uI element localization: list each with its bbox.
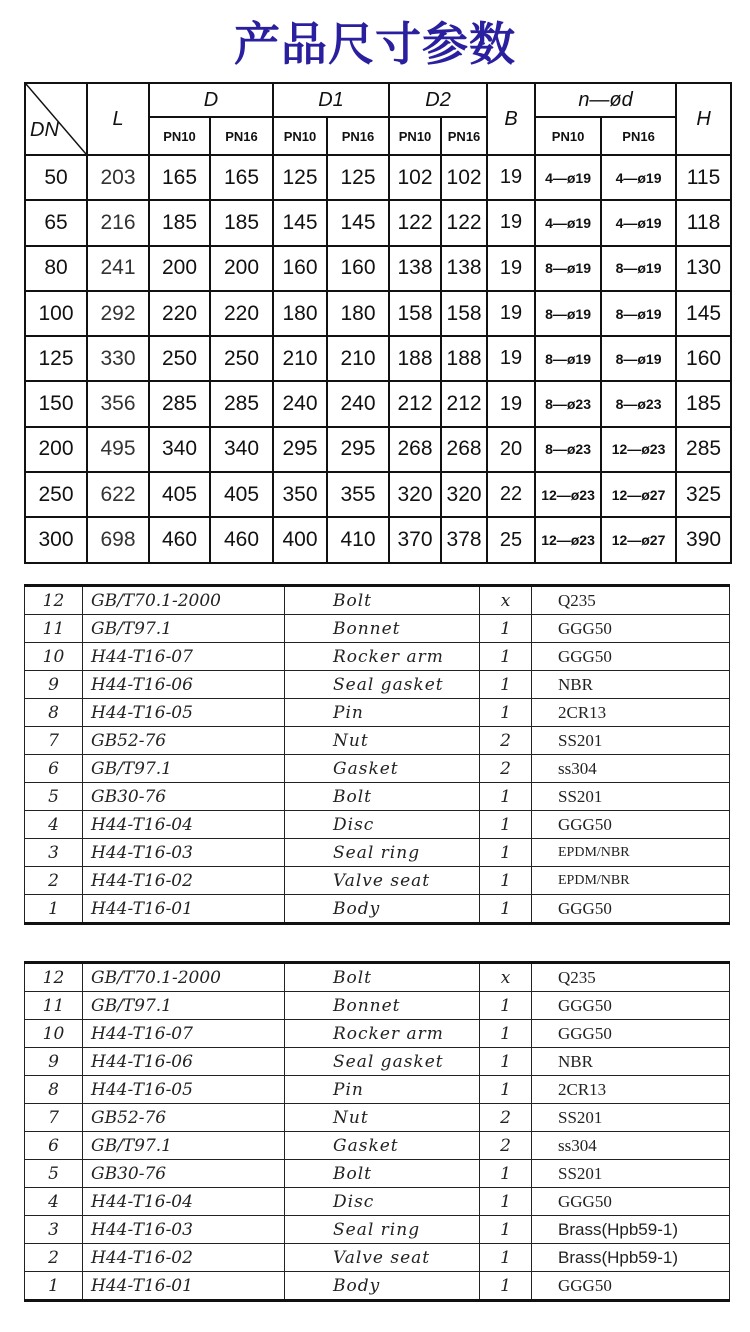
cell-nd-pn16: 12—ø23 <box>601 427 676 472</box>
header-B: B <box>487 83 535 155</box>
cell-d-pn10: 200 <box>149 246 210 291</box>
cell-nd-pn10: 8—ø19 <box>535 336 601 381</box>
part-code: H44-T16-05 <box>83 1076 285 1104</box>
parts-row <box>25 811 730 839</box>
part-material: GGG50 <box>532 1020 730 1048</box>
cell-nd-pn10: 4—ø19 <box>535 200 601 245</box>
part-qty: x <box>480 586 532 615</box>
part-number: 7 <box>25 1104 83 1132</box>
part-name: Bolt <box>285 586 480 615</box>
cell-d1-pn10: 400 <box>273 517 327 562</box>
cell-nd-pn16: 12—ø27 <box>601 472 676 517</box>
cell-dn: 100 <box>25 291 87 336</box>
cell-d2-pn10: 188 <box>389 336 441 381</box>
part-qty: 2 <box>480 727 532 755</box>
part-code: H44-T16-05 <box>83 699 285 727</box>
parts-row <box>25 895 730 924</box>
parts-row <box>25 643 730 671</box>
cell-d-pn10: 460 <box>149 517 210 562</box>
cell-d2-pn16: 138 <box>441 246 487 291</box>
part-name: Bolt <box>285 1160 480 1188</box>
cell-d2-pn16: 268 <box>441 427 487 472</box>
cell-b: 19 <box>487 336 535 381</box>
part-number: 8 <box>25 1076 83 1104</box>
parts-row <box>25 783 730 811</box>
part-qty: 2 <box>480 755 532 783</box>
part-qty: 1 <box>480 1160 532 1188</box>
cell-nd-pn16: 8—ø23 <box>601 381 676 426</box>
part-number: 12 <box>25 586 83 615</box>
cell-d2-pn10: 212 <box>389 381 441 426</box>
cell-dn: 150 <box>25 381 87 426</box>
part-code: GB/T97.1 <box>83 615 285 643</box>
cell-d2-pn16: 158 <box>441 291 487 336</box>
part-name: Seal gasket <box>285 1048 480 1076</box>
part-material: 2CR13 <box>532 699 730 727</box>
part-number: 4 <box>25 1188 83 1216</box>
part-code: H44-T16-06 <box>83 671 285 699</box>
part-name: Valve seat <box>285 1244 480 1272</box>
part-code: H44-T16-04 <box>83 1188 285 1216</box>
cell-b: 19 <box>487 155 535 200</box>
cell-dn: 250 <box>25 472 87 517</box>
cell-l: 698 <box>87 517 149 562</box>
dimension-row <box>25 336 731 381</box>
part-code: GB30-76 <box>83 1160 285 1188</box>
cell-dn: 125 <box>25 336 87 381</box>
cell-d2-pn16: 122 <box>441 200 487 245</box>
part-qty: 1 <box>480 1076 532 1104</box>
cell-l: 356 <box>87 381 149 426</box>
part-number: 2 <box>25 867 83 895</box>
part-qty: 1 <box>480 699 532 727</box>
cell-b: 22 <box>487 472 535 517</box>
part-code: GB52-76 <box>83 727 285 755</box>
part-name: Seal gasket <box>285 671 480 699</box>
cell-h: 118 <box>676 200 731 245</box>
part-name: Pin <box>285 699 480 727</box>
part-qty: 1 <box>480 895 532 924</box>
part-material: GGG50 <box>532 615 730 643</box>
part-number: 1 <box>25 1272 83 1301</box>
cell-b: 19 <box>487 200 535 245</box>
part-material: GGG50 <box>532 1188 730 1216</box>
part-qty: 1 <box>480 783 532 811</box>
part-number: 9 <box>25 1048 83 1076</box>
cell-l: 495 <box>87 427 149 472</box>
parts-row <box>25 1188 730 1216</box>
cell-d1-pn16: 145 <box>327 200 389 245</box>
part-code: GB52-76 <box>83 1104 285 1132</box>
cell-nd-pn10: 12—ø23 <box>535 517 601 562</box>
part-material: ss304 <box>532 1132 730 1160</box>
cell-l: 216 <box>87 200 149 245</box>
cell-d1-pn10: 350 <box>273 472 327 517</box>
cell-nd-pn10: 8—ø23 <box>535 427 601 472</box>
part-qty: 1 <box>480 1048 532 1076</box>
parts-row <box>25 1076 730 1104</box>
dimension-row <box>25 517 731 562</box>
header-D1-pn16: PN16 <box>327 117 389 155</box>
part-name: Bonnet <box>285 992 480 1020</box>
cell-d2-pn16: 102 <box>441 155 487 200</box>
header-D1-pn10: PN10 <box>273 117 327 155</box>
part-number: 3 <box>25 839 83 867</box>
part-material: SS201 <box>532 1104 730 1132</box>
cell-b: 19 <box>487 291 535 336</box>
part-name: Rocker arm <box>285 1020 480 1048</box>
part-name: Seal ring <box>285 1216 480 1244</box>
cell-d2-pn10: 122 <box>389 200 441 245</box>
cell-d1-pn10: 180 <box>273 291 327 336</box>
cell-d1-pn16: 160 <box>327 246 389 291</box>
cell-d2-pn10: 158 <box>389 291 441 336</box>
cell-nd-pn16: 4—ø19 <box>601 200 676 245</box>
part-qty: 1 <box>480 643 532 671</box>
part-material: EPDM/NBR <box>532 867 730 895</box>
dn-corner-header <box>25 83 87 155</box>
cell-dn: 200 <box>25 427 87 472</box>
part-qty: 1 <box>480 1272 532 1301</box>
part-qty: 2 <box>480 1104 532 1132</box>
part-number: 7 <box>25 727 83 755</box>
part-name: Nut <box>285 1104 480 1132</box>
part-code: H44-T16-03 <box>83 1216 285 1244</box>
cell-d1-pn16: 240 <box>327 381 389 426</box>
dimension-row <box>25 427 731 472</box>
parts-row <box>25 699 730 727</box>
part-material: SS201 <box>532 727 730 755</box>
cell-d1-pn16: 210 <box>327 336 389 381</box>
part-code: GB30-76 <box>83 783 285 811</box>
cell-d-pn10: 220 <box>149 291 210 336</box>
cell-d-pn10: 405 <box>149 472 210 517</box>
parts-row <box>25 586 730 615</box>
part-material: GGG50 <box>532 895 730 924</box>
cell-nd-pn10: 4—ø19 <box>535 155 601 200</box>
header-D-pn16: PN16 <box>210 117 273 155</box>
cell-d-pn10: 340 <box>149 427 210 472</box>
part-name: Gasket <box>285 755 480 783</box>
cell-l: 330 <box>87 336 149 381</box>
part-number: 10 <box>25 1020 83 1048</box>
parts-row <box>25 1020 730 1048</box>
cell-d-pn16: 200 <box>210 246 273 291</box>
part-number: 8 <box>25 699 83 727</box>
cell-nd-pn10: 8—ø19 <box>535 246 601 291</box>
part-qty: 1 <box>480 615 532 643</box>
cell-d1-pn16: 180 <box>327 291 389 336</box>
cell-d-pn16: 250 <box>210 336 273 381</box>
part-name: Disc <box>285 1188 480 1216</box>
cell-h: 115 <box>676 155 731 200</box>
cell-d1-pn10: 145 <box>273 200 327 245</box>
cell-d2-pn16: 188 <box>441 336 487 381</box>
header-nd-pn16: PN16 <box>601 117 676 155</box>
part-name: Rocker arm <box>285 643 480 671</box>
dimension-row <box>25 155 731 200</box>
cell-dn: 80 <box>25 246 87 291</box>
part-name: Bolt <box>285 963 480 992</box>
header-nd: n—ød <box>535 83 676 117</box>
dimension-row <box>25 200 731 245</box>
part-number: 6 <box>25 1132 83 1160</box>
header-D-pn10: PN10 <box>149 117 210 155</box>
cell-b: 19 <box>487 381 535 426</box>
header-D2: D2 <box>389 83 487 117</box>
cell-h: 145 <box>676 291 731 336</box>
part-name: Nut <box>285 727 480 755</box>
part-code: H44-T16-01 <box>83 895 285 924</box>
part-material: SS201 <box>532 1160 730 1188</box>
cell-d-pn10: 285 <box>149 381 210 426</box>
header-D2-pn10: PN10 <box>389 117 441 155</box>
cell-d1-pn16: 295 <box>327 427 389 472</box>
part-code: GB/T70.1-2000 <box>83 586 285 615</box>
parts-row <box>25 963 730 992</box>
header-D: D <box>149 83 273 117</box>
part-number: 11 <box>25 992 83 1020</box>
cell-nd-pn10: 12—ø23 <box>535 472 601 517</box>
part-code: H44-T16-04 <box>83 811 285 839</box>
part-number: 3 <box>25 1216 83 1244</box>
cell-d1-pn10: 160 <box>273 246 327 291</box>
part-code: H44-T16-02 <box>83 1244 285 1272</box>
cell-b: 25 <box>487 517 535 562</box>
cell-l: 622 <box>87 472 149 517</box>
cell-d2-pn10: 268 <box>389 427 441 472</box>
part-number: 11 <box>25 615 83 643</box>
dimension-row <box>25 291 731 336</box>
part-material: Q235 <box>532 963 730 992</box>
cell-d-pn10: 250 <box>149 336 210 381</box>
dimension-row <box>25 472 731 517</box>
parts-row <box>25 755 730 783</box>
part-material: Brass(Hpb59-1) <box>532 1244 730 1272</box>
parts-row <box>25 1272 730 1301</box>
cell-nd-pn16: 8—ø19 <box>601 291 676 336</box>
cell-d2-pn10: 102 <box>389 155 441 200</box>
part-name: Disc <box>285 811 480 839</box>
part-material: GGG50 <box>532 1272 730 1301</box>
dimension-row <box>25 246 731 291</box>
parts-row <box>25 1132 730 1160</box>
cell-d2-pn16: 320 <box>441 472 487 517</box>
part-material: NBR <box>532 671 730 699</box>
cell-h: 325 <box>676 472 731 517</box>
cell-d-pn16: 405 <box>210 472 273 517</box>
cell-d2-pn16: 378 <box>441 517 487 562</box>
part-qty: 1 <box>480 1216 532 1244</box>
part-material: SS201 <box>532 783 730 811</box>
cell-d1-pn16: 410 <box>327 517 389 562</box>
part-material: EPDM/NBR <box>532 839 730 867</box>
part-qty: 1 <box>480 839 532 867</box>
parts-row <box>25 1160 730 1188</box>
part-code: H44-T16-07 <box>83 1020 285 1048</box>
cell-h: 390 <box>676 517 731 562</box>
part-name: Seal ring <box>285 839 480 867</box>
cell-d-pn16: 220 <box>210 291 273 336</box>
part-material: Q235 <box>532 586 730 615</box>
part-material: Brass(Hpb59-1) <box>532 1216 730 1244</box>
cell-d-pn10: 185 <box>149 200 210 245</box>
cell-nd-pn16: 12—ø27 <box>601 517 676 562</box>
cell-d1-pn16: 355 <box>327 472 389 517</box>
cell-d-pn16: 165 <box>210 155 273 200</box>
header-D1: D1 <box>273 83 389 117</box>
part-name: Bolt <box>285 783 480 811</box>
cell-nd-pn10: 8—ø23 <box>535 381 601 426</box>
cell-l: 292 <box>87 291 149 336</box>
parts-row <box>25 867 730 895</box>
part-qty: 1 <box>480 671 532 699</box>
cell-d2-pn16: 212 <box>441 381 487 426</box>
part-number: 5 <box>25 1160 83 1188</box>
part-code: GB/T70.1-2000 <box>83 963 285 992</box>
parts-row <box>25 1216 730 1244</box>
part-code: H44-T16-07 <box>83 643 285 671</box>
part-qty: 2 <box>480 1132 532 1160</box>
cell-dn: 300 <box>25 517 87 562</box>
part-name: Body <box>285 1272 480 1301</box>
parts-list-epdm <box>24 584 730 925</box>
header-D2-pn16: PN16 <box>441 117 487 155</box>
cell-d-pn16: 340 <box>210 427 273 472</box>
cell-l: 241 <box>87 246 149 291</box>
part-code: H44-T16-03 <box>83 839 285 867</box>
cell-d1-pn10: 240 <box>273 381 327 426</box>
part-number: 4 <box>25 811 83 839</box>
cell-d2-pn10: 320 <box>389 472 441 517</box>
part-qty: 1 <box>480 811 532 839</box>
part-material: NBR <box>532 1048 730 1076</box>
cell-nd-pn10: 8—ø19 <box>535 291 601 336</box>
parts-list-brass <box>24 961 730 1302</box>
part-code: GB/T97.1 <box>83 1132 285 1160</box>
cell-b: 19 <box>487 246 535 291</box>
part-qty: 1 <box>480 1244 532 1272</box>
part-name: Pin <box>285 1076 480 1104</box>
cell-d-pn16: 285 <box>210 381 273 426</box>
part-code: GB/T97.1 <box>83 992 285 1020</box>
parts-row <box>25 1244 730 1272</box>
part-qty: 1 <box>480 1188 532 1216</box>
part-number: 5 <box>25 783 83 811</box>
cell-h: 160 <box>676 336 731 381</box>
dimension-row <box>25 381 731 426</box>
part-number: 1 <box>25 895 83 924</box>
parts-row <box>25 839 730 867</box>
header-dn: DN <box>30 119 59 141</box>
part-number: 9 <box>25 671 83 699</box>
part-number: 6 <box>25 755 83 783</box>
part-material: GGG50 <box>532 811 730 839</box>
part-qty: 1 <box>480 1020 532 1048</box>
parts-row <box>25 615 730 643</box>
part-material: ss304 <box>532 755 730 783</box>
part-material: GGG50 <box>532 992 730 1020</box>
cell-d1-pn16: 125 <box>327 155 389 200</box>
header-H: H <box>676 83 731 155</box>
cell-h: 130 <box>676 246 731 291</box>
page-title: 产品尺寸参数 <box>234 17 516 71</box>
parts-row <box>25 727 730 755</box>
cell-h: 185 <box>676 381 731 426</box>
part-number: 2 <box>25 1244 83 1272</box>
cell-d-pn10: 165 <box>149 155 210 200</box>
cell-nd-pn16: 8—ø19 <box>601 246 676 291</box>
part-qty: x <box>480 963 532 992</box>
cell-d1-pn10: 125 <box>273 155 327 200</box>
header-L: L <box>87 83 149 155</box>
part-number: 12 <box>25 963 83 992</box>
part-name: Valve seat <box>285 867 480 895</box>
cell-h: 285 <box>676 427 731 472</box>
header-nd-pn10: PN10 <box>535 117 601 155</box>
part-code: H44-T16-06 <box>83 1048 285 1076</box>
part-material: GGG50 <box>532 643 730 671</box>
parts-row <box>25 671 730 699</box>
parts-row <box>25 1104 730 1132</box>
dimension-table <box>24 82 732 564</box>
cell-nd-pn16: 8—ø19 <box>601 336 676 381</box>
cell-dn: 50 <box>25 155 87 200</box>
parts-row <box>25 1048 730 1076</box>
part-name: Gasket <box>285 1132 480 1160</box>
cell-dn: 65 <box>25 200 87 245</box>
part-qty: 1 <box>480 992 532 1020</box>
part-code: GB/T97.1 <box>83 755 285 783</box>
cell-d-pn16: 185 <box>210 200 273 245</box>
part-qty: 1 <box>480 867 532 895</box>
cell-d1-pn10: 210 <box>273 336 327 381</box>
cell-nd-pn16: 4—ø19 <box>601 155 676 200</box>
part-code: H44-T16-02 <box>83 867 285 895</box>
cell-d2-pn10: 370 <box>389 517 441 562</box>
cell-d1-pn10: 295 <box>273 427 327 472</box>
part-material: 2CR13 <box>532 1076 730 1104</box>
part-number: 10 <box>25 643 83 671</box>
part-name: Bonnet <box>285 615 480 643</box>
cell-d2-pn10: 138 <box>389 246 441 291</box>
cell-b: 20 <box>487 427 535 472</box>
part-name: Body <box>285 895 480 924</box>
parts-row <box>25 992 730 1020</box>
cell-d-pn16: 460 <box>210 517 273 562</box>
cell-l: 203 <box>87 155 149 200</box>
part-code: H44-T16-01 <box>83 1272 285 1301</box>
